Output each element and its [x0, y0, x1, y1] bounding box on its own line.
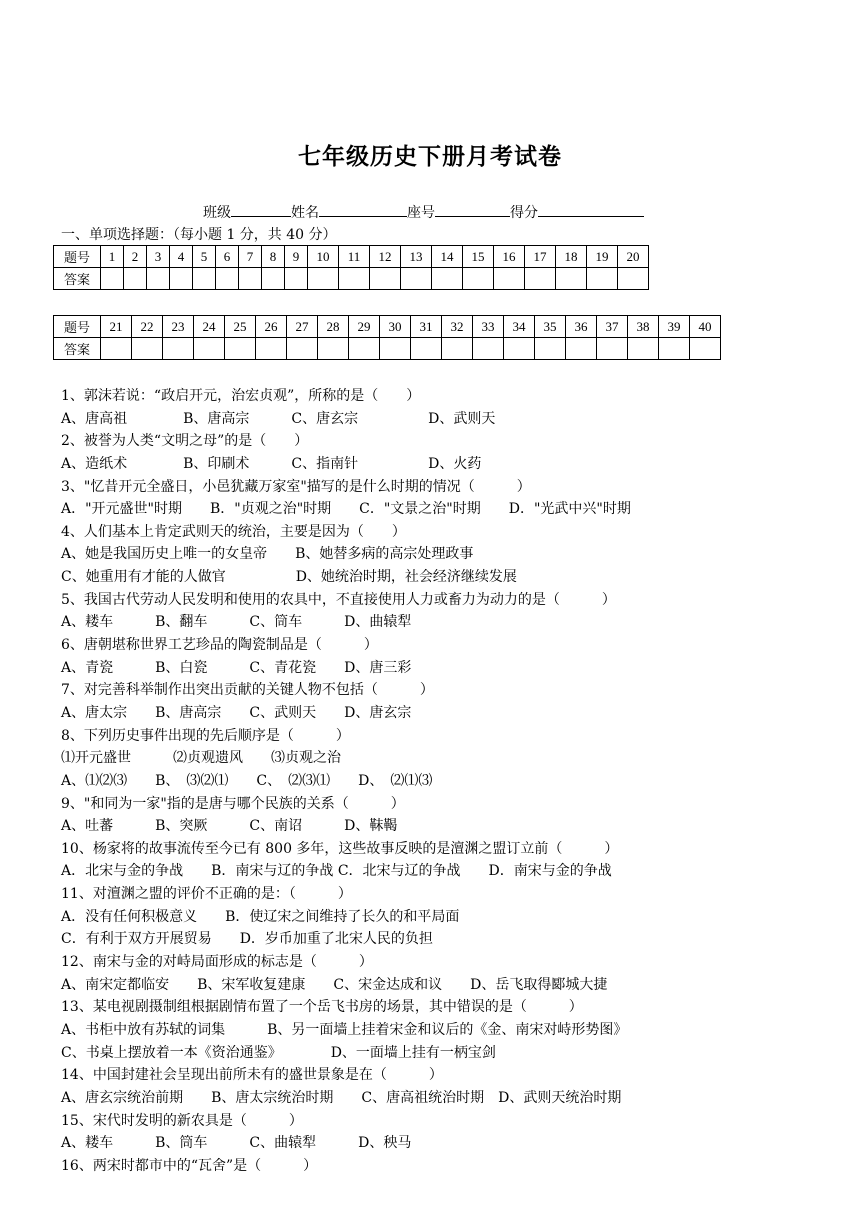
answer-cell[interactable] [170, 268, 193, 290]
question-number-cell: 40 [690, 316, 721, 338]
question-number-cell: 27 [287, 316, 318, 338]
question-number-cell: 32 [442, 316, 473, 338]
answer-cell[interactable] [101, 338, 132, 360]
class-blank[interactable] [231, 202, 291, 217]
question-options: C、她重用有才能的人做官 D、她统治时期，社会经济继续发展 [61, 569, 517, 586]
question-number-cell: 5 [193, 246, 216, 268]
answer-table-2 [53, 315, 721, 360]
question-number-cell: 21 [101, 316, 132, 338]
question-list [61, 385, 851, 1177]
answer-cell[interactable] [401, 268, 432, 290]
answer-cell[interactable] [147, 268, 170, 290]
answer-cell[interactable] [463, 268, 494, 290]
score-blank[interactable] [538, 202, 644, 217]
section-heading: 一、单项选择题：（每小题 1 分，共 40 分） [61, 227, 337, 243]
question-number-cell: 8 [262, 246, 285, 268]
question-number-cell: 26 [256, 316, 287, 338]
question-stem: 13、某电视剧摄制组根据剧情布置了一个岳飞书房的场景，其中错误的是（ ） [61, 999, 583, 1016]
answer-cell[interactable] [225, 338, 256, 360]
question-number-cell: 12 [370, 246, 401, 268]
answer-cell[interactable] [432, 268, 463, 290]
question-options: ⑴开元盛世 ⑵贞观遗风 ⑶贞观之治 [61, 750, 341, 767]
answer-cell[interactable] [618, 268, 649, 290]
answer-cell[interactable] [442, 338, 473, 360]
question-number-cell: 22 [132, 316, 163, 338]
question-options: A．北宋与金的争战 B．南宋与辽的争战 C．北宋与辽的争战 D．南宋与金的争战 [61, 863, 612, 880]
answer-cell[interactable] [216, 268, 239, 290]
question-stem: 6、唐朝堪称世界工艺珍品的陶瓷制品是（ ） [61, 637, 378, 654]
answer-table-1 [53, 245, 649, 290]
question-stem: 4、人们基本上肯定武则天的统治，主要是因为（ ） [61, 523, 406, 540]
question-options: A、造纸术 B、印刷术 C、指南针 D、火药 [61, 455, 482, 472]
answer-cell[interactable] [132, 338, 163, 360]
question-number-cell: 7 [239, 246, 262, 268]
question-number-cell: 39 [659, 316, 690, 338]
question-options: C．有利于双方开展贸易 D．岁币加重了北宋人民的负担 [61, 931, 433, 948]
question-number-cell: 33 [473, 316, 504, 338]
name-blank[interactable] [319, 202, 407, 217]
question-stem: 2、被誉为人类“文明之母”的是（ ） [61, 433, 309, 450]
question-stem: 15、宋代时发明的新农具是（ ） [61, 1112, 303, 1129]
answer-cell[interactable] [193, 268, 216, 290]
question-number-cell: 11 [339, 246, 370, 268]
question-options: A、吐蕃 B、突厥 C、南诏 D、靺鞨 [61, 818, 398, 835]
question-options: A、她是我国历史上唯一的女皇帝 B、她替多病的高宗处理政事 [61, 546, 474, 563]
answer-cell[interactable] [318, 338, 349, 360]
answer-cell[interactable] [473, 338, 504, 360]
class-label: 班级 [203, 205, 231, 221]
question-number-cell: 6 [216, 246, 239, 268]
answer-cell[interactable] [163, 338, 194, 360]
question-number-cell: 20 [618, 246, 649, 268]
question-number-cell: 34 [504, 316, 535, 338]
question-stem: 12、南宋与金的对峙局面形成的标志是（ ） [61, 954, 373, 971]
question-stem: 8、下列历史事件出现的先后顺序是（ ） [61, 727, 350, 744]
question-options: A、南宋定都临安 B、宋军收复建康 C、宋金达成和议 D、岳飞取得郾城大捷 [61, 976, 608, 993]
answer-cell[interactable] [370, 268, 401, 290]
question-number-cell: 37 [597, 316, 628, 338]
question-options: A、唐太宗 B、唐高宗 C、武则天 D、唐玄宗 [61, 704, 412, 721]
answer-cell[interactable] [535, 338, 566, 360]
question-stem: 11、对澶渊之盟的评价不正确的是：（ ） [61, 886, 352, 903]
answer-cell[interactable] [659, 338, 690, 360]
question-number-cell: 24 [194, 316, 225, 338]
score-label: 得分 [510, 205, 538, 221]
answer-header: 答案 [54, 268, 101, 290]
question-number-cell: 13 [401, 246, 432, 268]
answer-cell[interactable] [566, 338, 597, 360]
question-options: A、唐高祖 B、唐高宗 C、唐玄宗 D、武则天 [61, 410, 496, 427]
question-stem: 7、对完善科举制作出突出贡献的关键人物不包括（ ） [61, 682, 434, 699]
answer-cell[interactable] [124, 268, 147, 290]
question-number-header: 题号 [54, 246, 101, 268]
question-stem: 16、两宋时都市中的“瓦舍”是（ ） [61, 1157, 318, 1174]
question-number-cell: 25 [225, 316, 256, 338]
answer-cell[interactable] [349, 338, 380, 360]
question-number-cell: 19 [587, 246, 618, 268]
answer-cell[interactable] [285, 268, 308, 290]
question-number-cell: 18 [556, 246, 587, 268]
question-number-cell: 1 [101, 246, 124, 268]
question-number-cell: 16 [494, 246, 525, 268]
page-title: 七年级历史下册月考试卷 [298, 143, 562, 170]
answer-cell[interactable] [256, 338, 287, 360]
answer-cell[interactable] [411, 338, 442, 360]
question-number-header: 题号 [54, 316, 101, 338]
question-options: A、唐玄宗统治前期 B、唐太宗统治时期 C、唐高祖统治时期 D、武则天统治时期 [61, 1089, 622, 1106]
name-label: 姓名 [291, 205, 319, 221]
question-number-cell: 3 [147, 246, 170, 268]
answer-cell[interactable] [308, 268, 339, 290]
question-number-cell: 2 [124, 246, 147, 268]
question-number-cell: 17 [525, 246, 556, 268]
answer-cell[interactable] [339, 268, 370, 290]
answer-cell[interactable] [587, 268, 618, 290]
question-number-cell: 9 [285, 246, 308, 268]
question-options: A、耧车 B、筒车 C、曲辕犁 D、秧马 [61, 1135, 412, 1152]
question-stem: 14、中国封建社会呈现出前所未有的盛世景象是在（ ） [61, 1067, 443, 1084]
question-stem: 5、我国古代劳动人民发明和使用的农具中，不直接使用人力或畜力为动力的是（ ） [61, 591, 616, 608]
question-options: A．没有任何积极意义 B．使辽宋之间维持了长久的和平局面 [61, 908, 460, 925]
question-number-cell: 35 [535, 316, 566, 338]
question-number-cell: 38 [628, 316, 659, 338]
question-stem: 1、郭沫若说：“政启开元，治宏贞观”，所称的是（ ） [61, 388, 421, 404]
question-number-cell: 36 [566, 316, 597, 338]
student-info-line [203, 202, 644, 222]
question-options: A、青瓷 B、白瓷 C、青花瓷 D、唐三彩 [61, 659, 412, 676]
answer-cell[interactable] [556, 268, 587, 290]
question-options: A、耧车 B、翻车 C、筒车 D、曲辕犁 [61, 614, 412, 631]
answer-cell[interactable] [504, 338, 535, 360]
question-options: A．"开元盛世"时期 B．"贞观之治"时期 C．"文景之治"时期 D．"光武中兴"时期 [61, 501, 631, 518]
question-number-cell: 10 [308, 246, 339, 268]
answer-cell[interactable] [628, 338, 659, 360]
question-number-cell: 15 [463, 246, 494, 268]
answer-cell[interactable] [380, 338, 411, 360]
question-number-cell: 31 [411, 316, 442, 338]
answer-cell[interactable] [194, 338, 225, 360]
question-options: A、书柜中放有苏轼的词集 B、另一面墙上挂着宋金和议后的《金、南宋对峙形势图》 [61, 1021, 628, 1038]
answer-cell[interactable] [525, 268, 556, 290]
answer-cell[interactable] [101, 268, 124, 290]
question-stem: 10、杨家将的故事流传至今已有 800 多年，这些故事反映的是澶渊之盟订立前（ ） [61, 840, 619, 857]
seat-blank[interactable] [435, 202, 510, 217]
answer-cell[interactable] [239, 268, 262, 290]
question-stem: 9、"和同为一家"指的是唐与哪个民族的关系（ ） [61, 795, 405, 812]
question-number-cell: 23 [163, 316, 194, 338]
question-options: A、⑴⑵⑶ B、 ⑶⑵⑴ C、 ⑵⑶⑴ D、 ⑵⑴⑶ [61, 772, 433, 789]
seat-label: 座号 [407, 205, 435, 221]
answer-cell[interactable] [494, 268, 525, 290]
question-stem: 3、"忆昔开元全盛日，小邑犹藏万家室"描写的是什么时期的情况（ ） [61, 478, 531, 495]
question-number-cell: 28 [318, 316, 349, 338]
answer-cell[interactable] [262, 268, 285, 290]
question-options: C、书桌上摆放着一本《资治通鉴》 D、一面墙上挂有一柄宝剑 [61, 1044, 496, 1061]
answer-cell[interactable] [690, 338, 721, 360]
question-number-cell: 14 [432, 246, 463, 268]
question-number-cell: 30 [380, 316, 411, 338]
answer-header: 答案 [54, 338, 101, 360]
answer-cell[interactable] [287, 338, 318, 360]
answer-cell[interactable] [597, 338, 628, 360]
question-number-cell: 29 [349, 316, 380, 338]
question-number-cell: 4 [170, 246, 193, 268]
